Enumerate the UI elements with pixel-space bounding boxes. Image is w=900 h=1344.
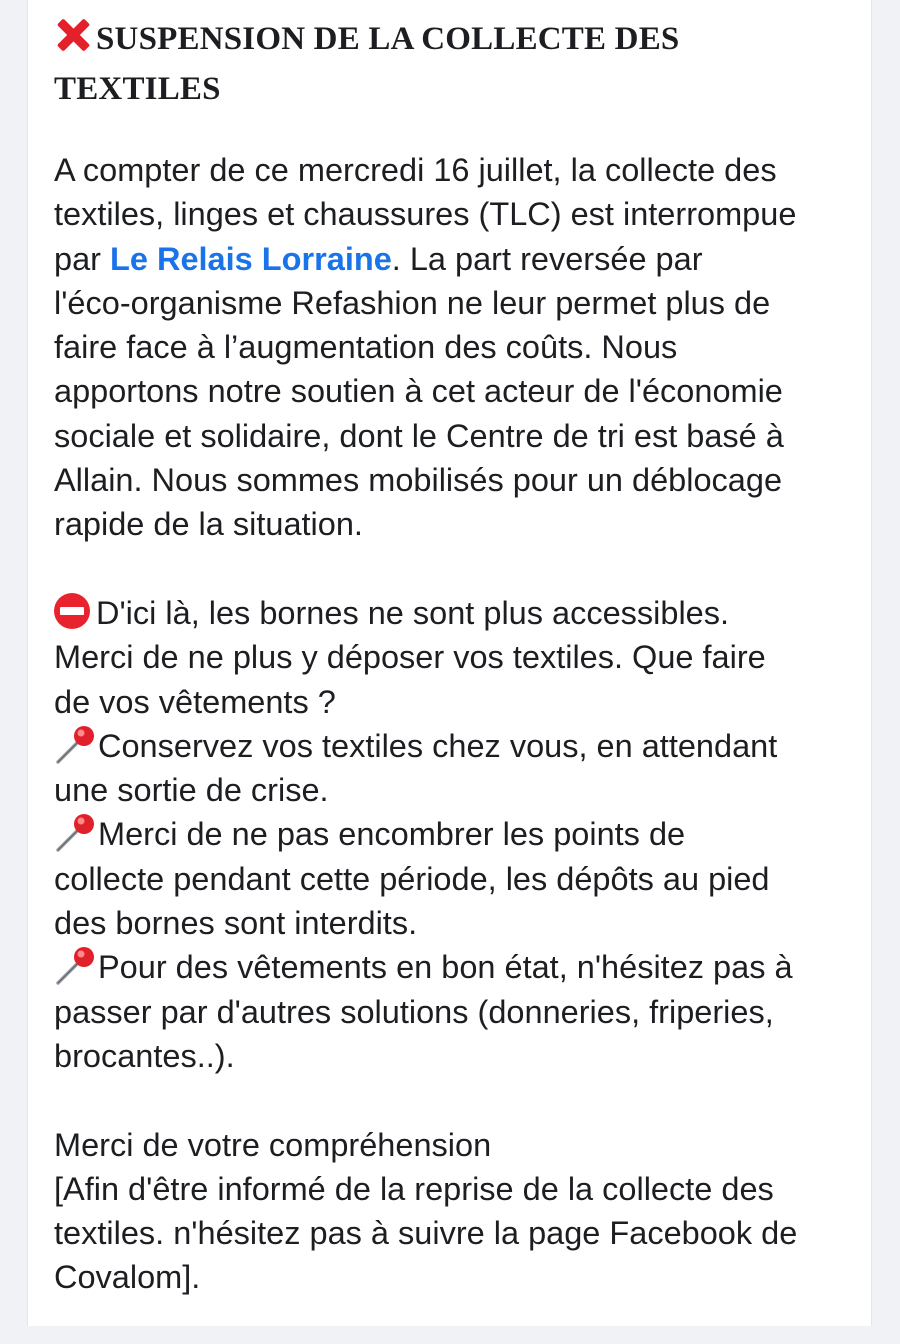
text-line: Merci de ne pas encombrer les points de [54, 812, 864, 856]
text-line: Covalom]. [54, 1259, 201, 1296]
text-line: apportons notre soutien à cet acteur de l'économie [54, 373, 783, 410]
text-line: Allain. Nous sommes mobilisés pour un déblocage [54, 462, 783, 499]
text-line: une sortie de crise. [54, 772, 329, 809]
le-relais-lorraine-link[interactable]: Le Relais Lorraine [110, 240, 392, 277]
no-entry-icon [54, 593, 90, 629]
text-line: faire face à l’augmentation des coûts. Nous [54, 329, 678, 366]
text-line: l'éco-organisme Refashion ne leur permet plus de [54, 284, 771, 321]
text-line: Conservez vos textiles chez vous, en attendant [54, 724, 864, 768]
text-line: Merci de votre compréhension [54, 1126, 492, 1163]
notice-paragraph [54, 591, 864, 1078]
post-title [54, 14, 864, 114]
pushpin-icon [54, 813, 98, 853]
post-title-line: SUSPENSION DE LA COLLECTE DES [54, 14, 864, 64]
text-line: collecte pendant cette période, les dépôts au pied [54, 860, 770, 897]
tip-item [54, 945, 864, 1078]
text-line: A compter de ce mercredi 16 juillet, la collecte des [54, 152, 777, 188]
text-line: de vos vêtements ? [54, 683, 336, 720]
text-line: textiles. n'hésitez pas à suivre la page Facebook de [54, 1215, 798, 1252]
closing-paragraph [54, 1123, 864, 1300]
text-line: des bornes sont interdits. [54, 905, 418, 942]
notice-block [54, 591, 864, 724]
tip-item [54, 724, 864, 813]
post-title-line: TEXTILES [54, 71, 221, 107]
text-line: Merci de ne plus y déposer vos textiles. Que faire [54, 639, 766, 676]
text-line: Pour des vêtements en bon état, n'hésitez pas à [54, 945, 864, 989]
post-card [27, 0, 872, 1326]
text-line: brocantes..). [54, 1037, 235, 1074]
tip-item [54, 812, 864, 945]
text-line: rapide de la situation. [54, 506, 363, 543]
text-line: [Afin d'être informé de la reprise de la collecte des [54, 1170, 774, 1207]
post-body [54, 14, 864, 1344]
text-line: par Le Relais Lorraine. La part reversée par [54, 240, 703, 277]
red-cross-icon [54, 15, 94, 53]
text-line: sociale et solidaire, dont le Centre de tri est basé à [54, 417, 784, 454]
text-line: textiles, linges et chaussures (TLC) est interrompue [54, 196, 797, 233]
text-line: D'ici là, les bornes ne sont plus accessibles. [54, 591, 864, 635]
intro-paragraph [54, 148, 864, 547]
text-line: passer par d'autres solutions (donneries, friperies, [54, 993, 774, 1030]
pushpin-icon [54, 725, 98, 765]
pushpin-icon [54, 946, 98, 986]
